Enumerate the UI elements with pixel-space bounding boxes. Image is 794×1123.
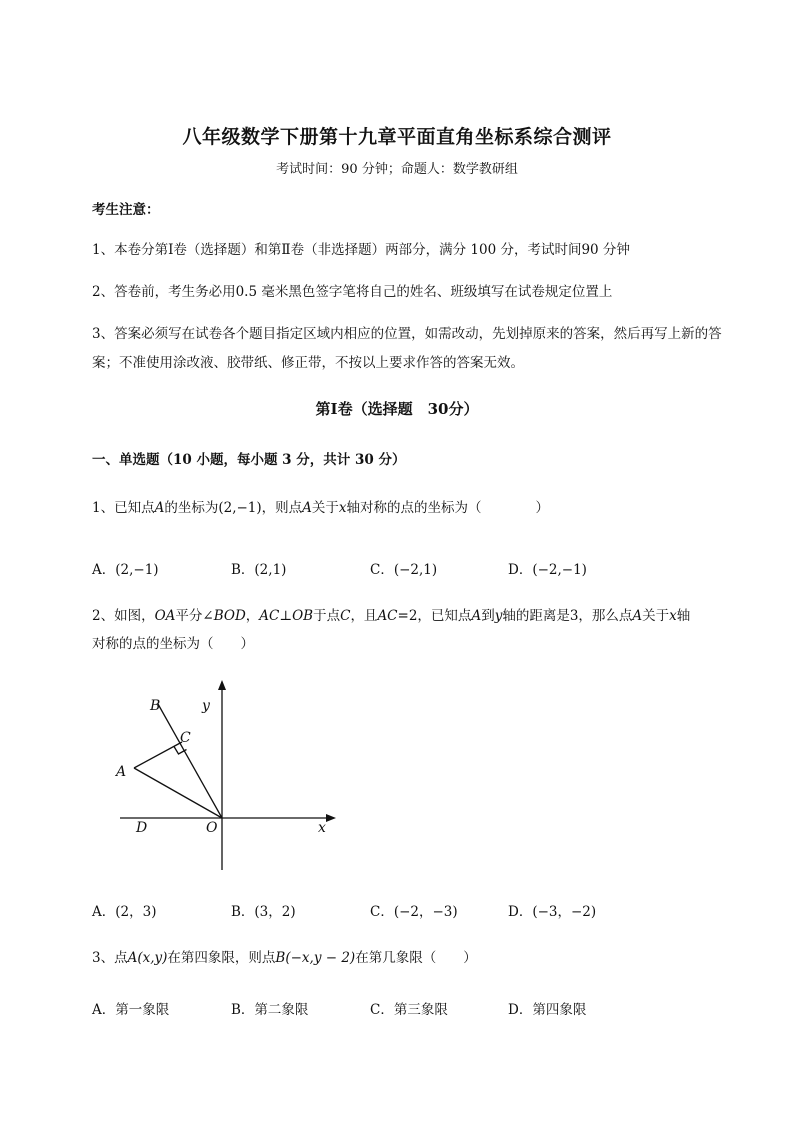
notice-item-1: 1、本卷分第Ⅰ卷（选择题）和第Ⅱ卷（非选择题）两部分，满分 100 分，考试时间90 分钟 bbox=[92, 242, 630, 258]
label-b: B bbox=[150, 698, 161, 714]
right-angle-mark bbox=[174, 747, 187, 755]
label-o: O bbox=[206, 820, 218, 836]
q2-option-a[interactable]: A．(2，3) bbox=[92, 904, 157, 920]
page-subtitle: 考试时间：90 分钟；命题人：数学教研组 bbox=[276, 162, 518, 177]
label-y: y bbox=[202, 698, 210, 714]
q2-option-d[interactable]: D．(−3，−2) bbox=[508, 904, 597, 920]
label-c: C bbox=[180, 730, 191, 746]
q2-option-b[interactable]: B．(3，2) bbox=[231, 904, 296, 920]
q1-option-d[interactable]: D．(−2,−1) bbox=[508, 562, 587, 578]
notice-item-3: 3、答案必须写在试卷各个题目指定区域内相应的位置，如需改动，先划掉原来的答案，然后再写上新的答案；不准使用涂改液、胶带纸、修正带，不按以上要求作答的答案无效。 bbox=[92, 326, 722, 371]
label-x: x bbox=[318, 820, 326, 836]
q1-option-c[interactable]: C．(−2,1) bbox=[370, 562, 438, 578]
page-title: 八年级数学下册第十九章平面直角坐标系综合测评 bbox=[182, 126, 612, 148]
notice-item-2: 2、答卷前，考生务必用0.5 毫米黑色签字笔将自己的姓名、班级填写在试卷规定位置上 bbox=[92, 284, 613, 300]
q3-options bbox=[92, 998, 742, 1022]
q2-options bbox=[92, 900, 742, 924]
segment-ac bbox=[134, 742, 182, 768]
question-2-line-2: 对称的点的坐标为（ ） bbox=[92, 636, 254, 652]
q2-option-c[interactable]: C．(−2，−3) bbox=[370, 904, 458, 920]
q2-figure bbox=[110, 678, 350, 878]
label-a: A bbox=[116, 764, 127, 780]
x-axis-arrow-icon bbox=[326, 814, 336, 822]
q1-option-b[interactable]: B．(2,1) bbox=[231, 562, 287, 578]
q3-option-a[interactable]: A．第一象限 bbox=[92, 1002, 170, 1018]
question-3: 3、点A(x,y)在第四象限，则点B(−x,y − 2)在第几象限（ ） bbox=[92, 950, 477, 966]
q3-option-b[interactable]: B．第二象限 bbox=[231, 1002, 309, 1018]
q1-options bbox=[92, 558, 742, 582]
q3-option-d[interactable]: D．第四象限 bbox=[508, 1002, 587, 1018]
segment-oa bbox=[134, 768, 222, 818]
question-1: 1、已知点A的坐标为(2,−1)，则点A关于x轴对称的点的坐标为（ ） bbox=[92, 500, 550, 516]
question-2: 2、如图，OA平分∠BOD，AC⊥OB于点C，且AC=2，已知点A到y轴的距离是3，那么点A关于x轴 bbox=[92, 608, 691, 624]
notice-heading: 考生注意： bbox=[92, 202, 160, 218]
section-title: 第Ⅰ卷（选择题 30分） bbox=[315, 400, 479, 418]
label-d: D bbox=[136, 820, 148, 836]
q1-option-a[interactable]: A．(2,−1) bbox=[92, 562, 159, 578]
segment-ob bbox=[158, 704, 222, 818]
part-heading: 一、单选题（10 小题，每小题 3 分，共计 30 分） bbox=[92, 452, 406, 468]
y-axis-arrow-icon bbox=[218, 680, 226, 690]
q3-option-c[interactable]: C．第三象限 bbox=[370, 1002, 448, 1018]
